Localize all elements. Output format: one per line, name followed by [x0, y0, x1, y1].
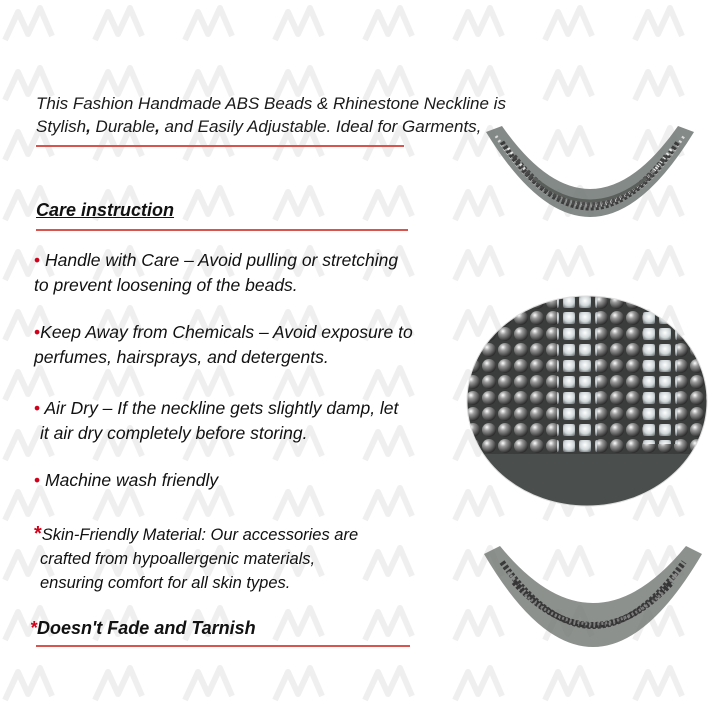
care-item-machine-wash	[34, 468, 464, 493]
care-item-handle	[34, 248, 464, 298]
intro-line-2a: Stylish	[36, 117, 87, 136]
bullet: •	[34, 322, 41, 342]
care-item-line: it air dry completely before storing.	[40, 423, 308, 443]
care-item-line: ensuring comfort for all skin types.	[40, 574, 291, 592]
bead-closeup-image	[465, 294, 709, 508]
care-item-line: Air Dry – If the neckline gets slightly damp, let	[40, 398, 399, 418]
divider-heading	[36, 229, 408, 231]
product-intro	[36, 92, 516, 138]
intro-sep-2: ,	[155, 117, 160, 136]
no-fade-text: Doesn't Fade and Tarnish	[37, 618, 256, 638]
bullet: •	[34, 398, 41, 418]
bullet: *	[30, 618, 38, 638]
intro-sep-1: ,	[86, 117, 91, 136]
bullet: *	[34, 523, 42, 545]
neckline-top-image	[478, 112, 702, 270]
care-item-line: Handle with Care – Avoid pulling or stretching	[40, 250, 399, 270]
bullet: •	[34, 470, 41, 490]
care-item-chemicals	[34, 320, 464, 370]
neckline-bottom-image	[476, 540, 710, 690]
care-item-line: to prevent loosening of the beads.	[34, 275, 298, 295]
care-item-line: crafted from hypoallergenic materials,	[40, 550, 316, 568]
no-fade-note	[30, 618, 256, 639]
intro-line-1: This Fashion Handmade ABS Beads & Rhinestone Neckline is	[36, 94, 506, 113]
care-item-air-dry	[34, 396, 464, 446]
divider-bottom	[36, 645, 410, 647]
intro-line-2b: Durable	[90, 117, 156, 136]
divider-top	[36, 145, 404, 147]
care-item-line: Keep Away from Chemicals – Avoid exposure to	[40, 322, 413, 342]
care-item-line: Skin-Friendly Material: Our accessories are	[41, 526, 359, 544]
care-item-skin-friendly	[34, 522, 464, 595]
intro-line-2c: and Easily Adjustable. Ideal for Garments,	[159, 117, 482, 136]
bullet: •	[34, 250, 41, 270]
care-heading: Care instruction	[36, 200, 175, 220]
care-item-line: Machine wash friendly	[40, 470, 219, 490]
care-item-line: perfumes, hairsprays, and detergents.	[34, 347, 329, 367]
